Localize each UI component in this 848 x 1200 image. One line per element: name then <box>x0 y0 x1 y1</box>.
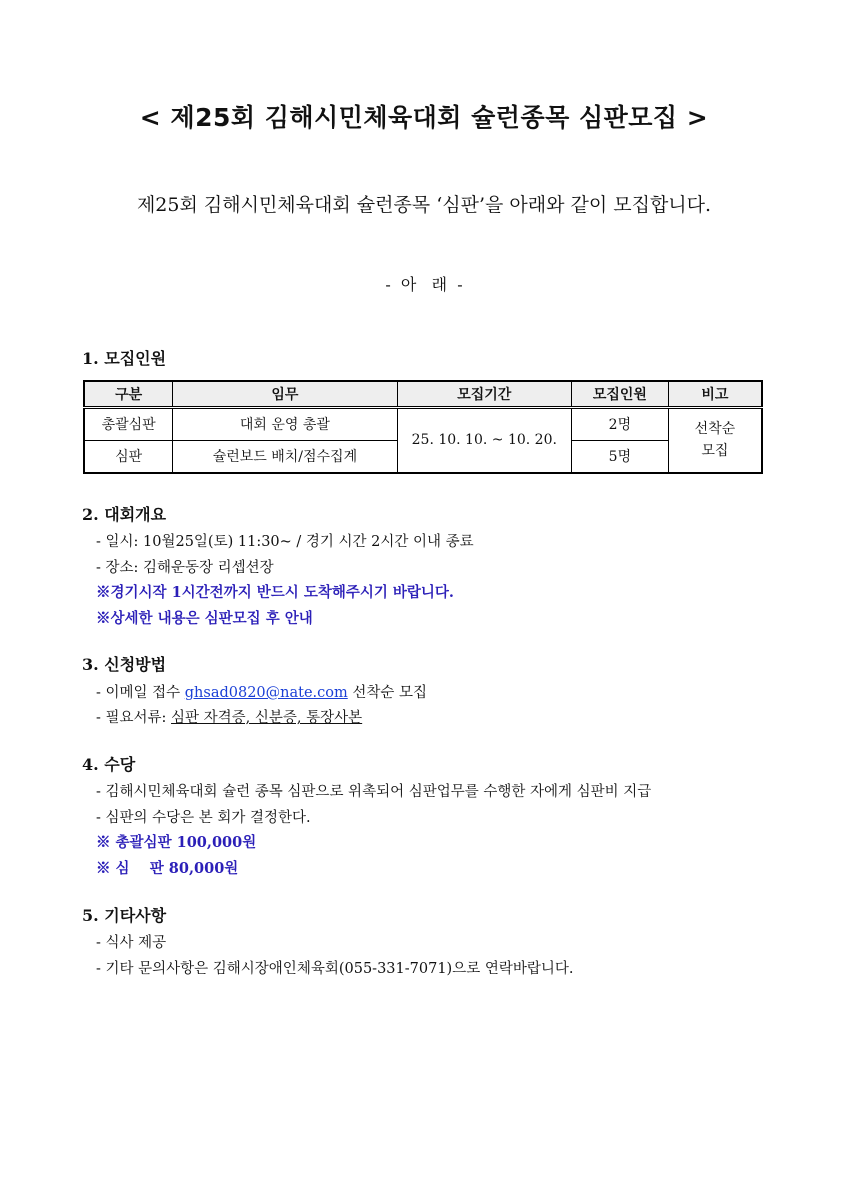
apply-email-line <box>96 681 427 702</box>
cell-count: 5명 <box>572 440 669 473</box>
apply-docs-prefix: - 필요서류: <box>96 710 172 726</box>
overview-date: - 일시: 10월25일(토) 11:30~ / 경기 시간 2시간 이내 종료 <box>96 534 474 550</box>
overview-notice-detail: ※상세한 내용은 심판모집 후 안내 <box>96 610 313 627</box>
etc-line-1: - 식사 제공 <box>96 935 167 951</box>
table-header-row <box>84 381 762 407</box>
section-apply-title: 3. 신청방법 <box>82 655 167 674</box>
header-note: 비고 <box>668 381 762 407</box>
header-count: 모집인원 <box>572 381 669 407</box>
etc-line-2: - 기타 문의사항은 김해시장애인체육회(055-331-7071)으로 연락바랍니다. <box>96 961 574 977</box>
note-line-2: 모집 <box>701 443 729 460</box>
header-category: 구분 <box>84 381 173 407</box>
pay-line-2: - 심판의 수당은 본 회가 결정한다. <box>96 810 311 826</box>
page-title: < 제25회 김해시민체육대회 슐런종목 심판모집 > <box>139 103 709 132</box>
email-link[interactable]: ghsad0820@nate.com <box>184 685 348 701</box>
below-marker: - 아 래 - <box>385 275 463 294</box>
header-period: 모집기간 <box>397 381 571 407</box>
section-recruit-title: 1. 모집인원 <box>82 349 167 368</box>
intro-text: 제25회 김해시민체육대회 슐런종목 ‘심판’을 아래와 같이 모집합니다. <box>136 194 712 216</box>
cell-count: 2명 <box>572 407 669 440</box>
cell-duty: 대회 운영 총괄 <box>173 407 397 440</box>
note-line-1: 선착순 <box>694 420 736 437</box>
section-overview-title: 2. 대회개요 <box>82 505 167 524</box>
header-duty: 임무 <box>173 381 397 407</box>
recruit-table <box>83 380 763 474</box>
pay-line-1: - 김해시민체육대회 슐런 종목 심판으로 위촉되어 심판업무를 수행한 자에게 심판비 지급 <box>96 784 652 800</box>
apply-email-prefix: - 이메일 접수 <box>96 685 185 701</box>
pay-judge: ※ 심 판 80,000원 <box>96 860 239 877</box>
cell-category: 총괄심판 <box>84 407 173 440</box>
cell-period: 25. 10. 10. ~ 10. 20. <box>397 407 571 473</box>
cell-note <box>668 407 762 473</box>
cell-duty: 슐런보드 배치/점수집계 <box>173 440 397 473</box>
apply-docs-line <box>96 706 362 727</box>
pay-chief: ※ 총괄심판 100,000원 <box>96 834 257 851</box>
section-pay-title: 4. 수당 <box>82 755 136 774</box>
overview-notice-arrival: ※경기시작 1시간전까지 반드시 도착해주시기 바랍니다. <box>96 584 454 601</box>
overview-place: - 장소: 김해운동장 리셉션장 <box>96 560 274 576</box>
apply-docs: 심판 자격증, 신분증, 통장사본 <box>171 710 363 726</box>
cell-category: 심판 <box>84 440 173 473</box>
apply-email-suffix: 선착순 모집 <box>347 685 428 701</box>
section-etc-title: 5. 기타사항 <box>82 906 167 925</box>
table-row <box>84 407 762 440</box>
